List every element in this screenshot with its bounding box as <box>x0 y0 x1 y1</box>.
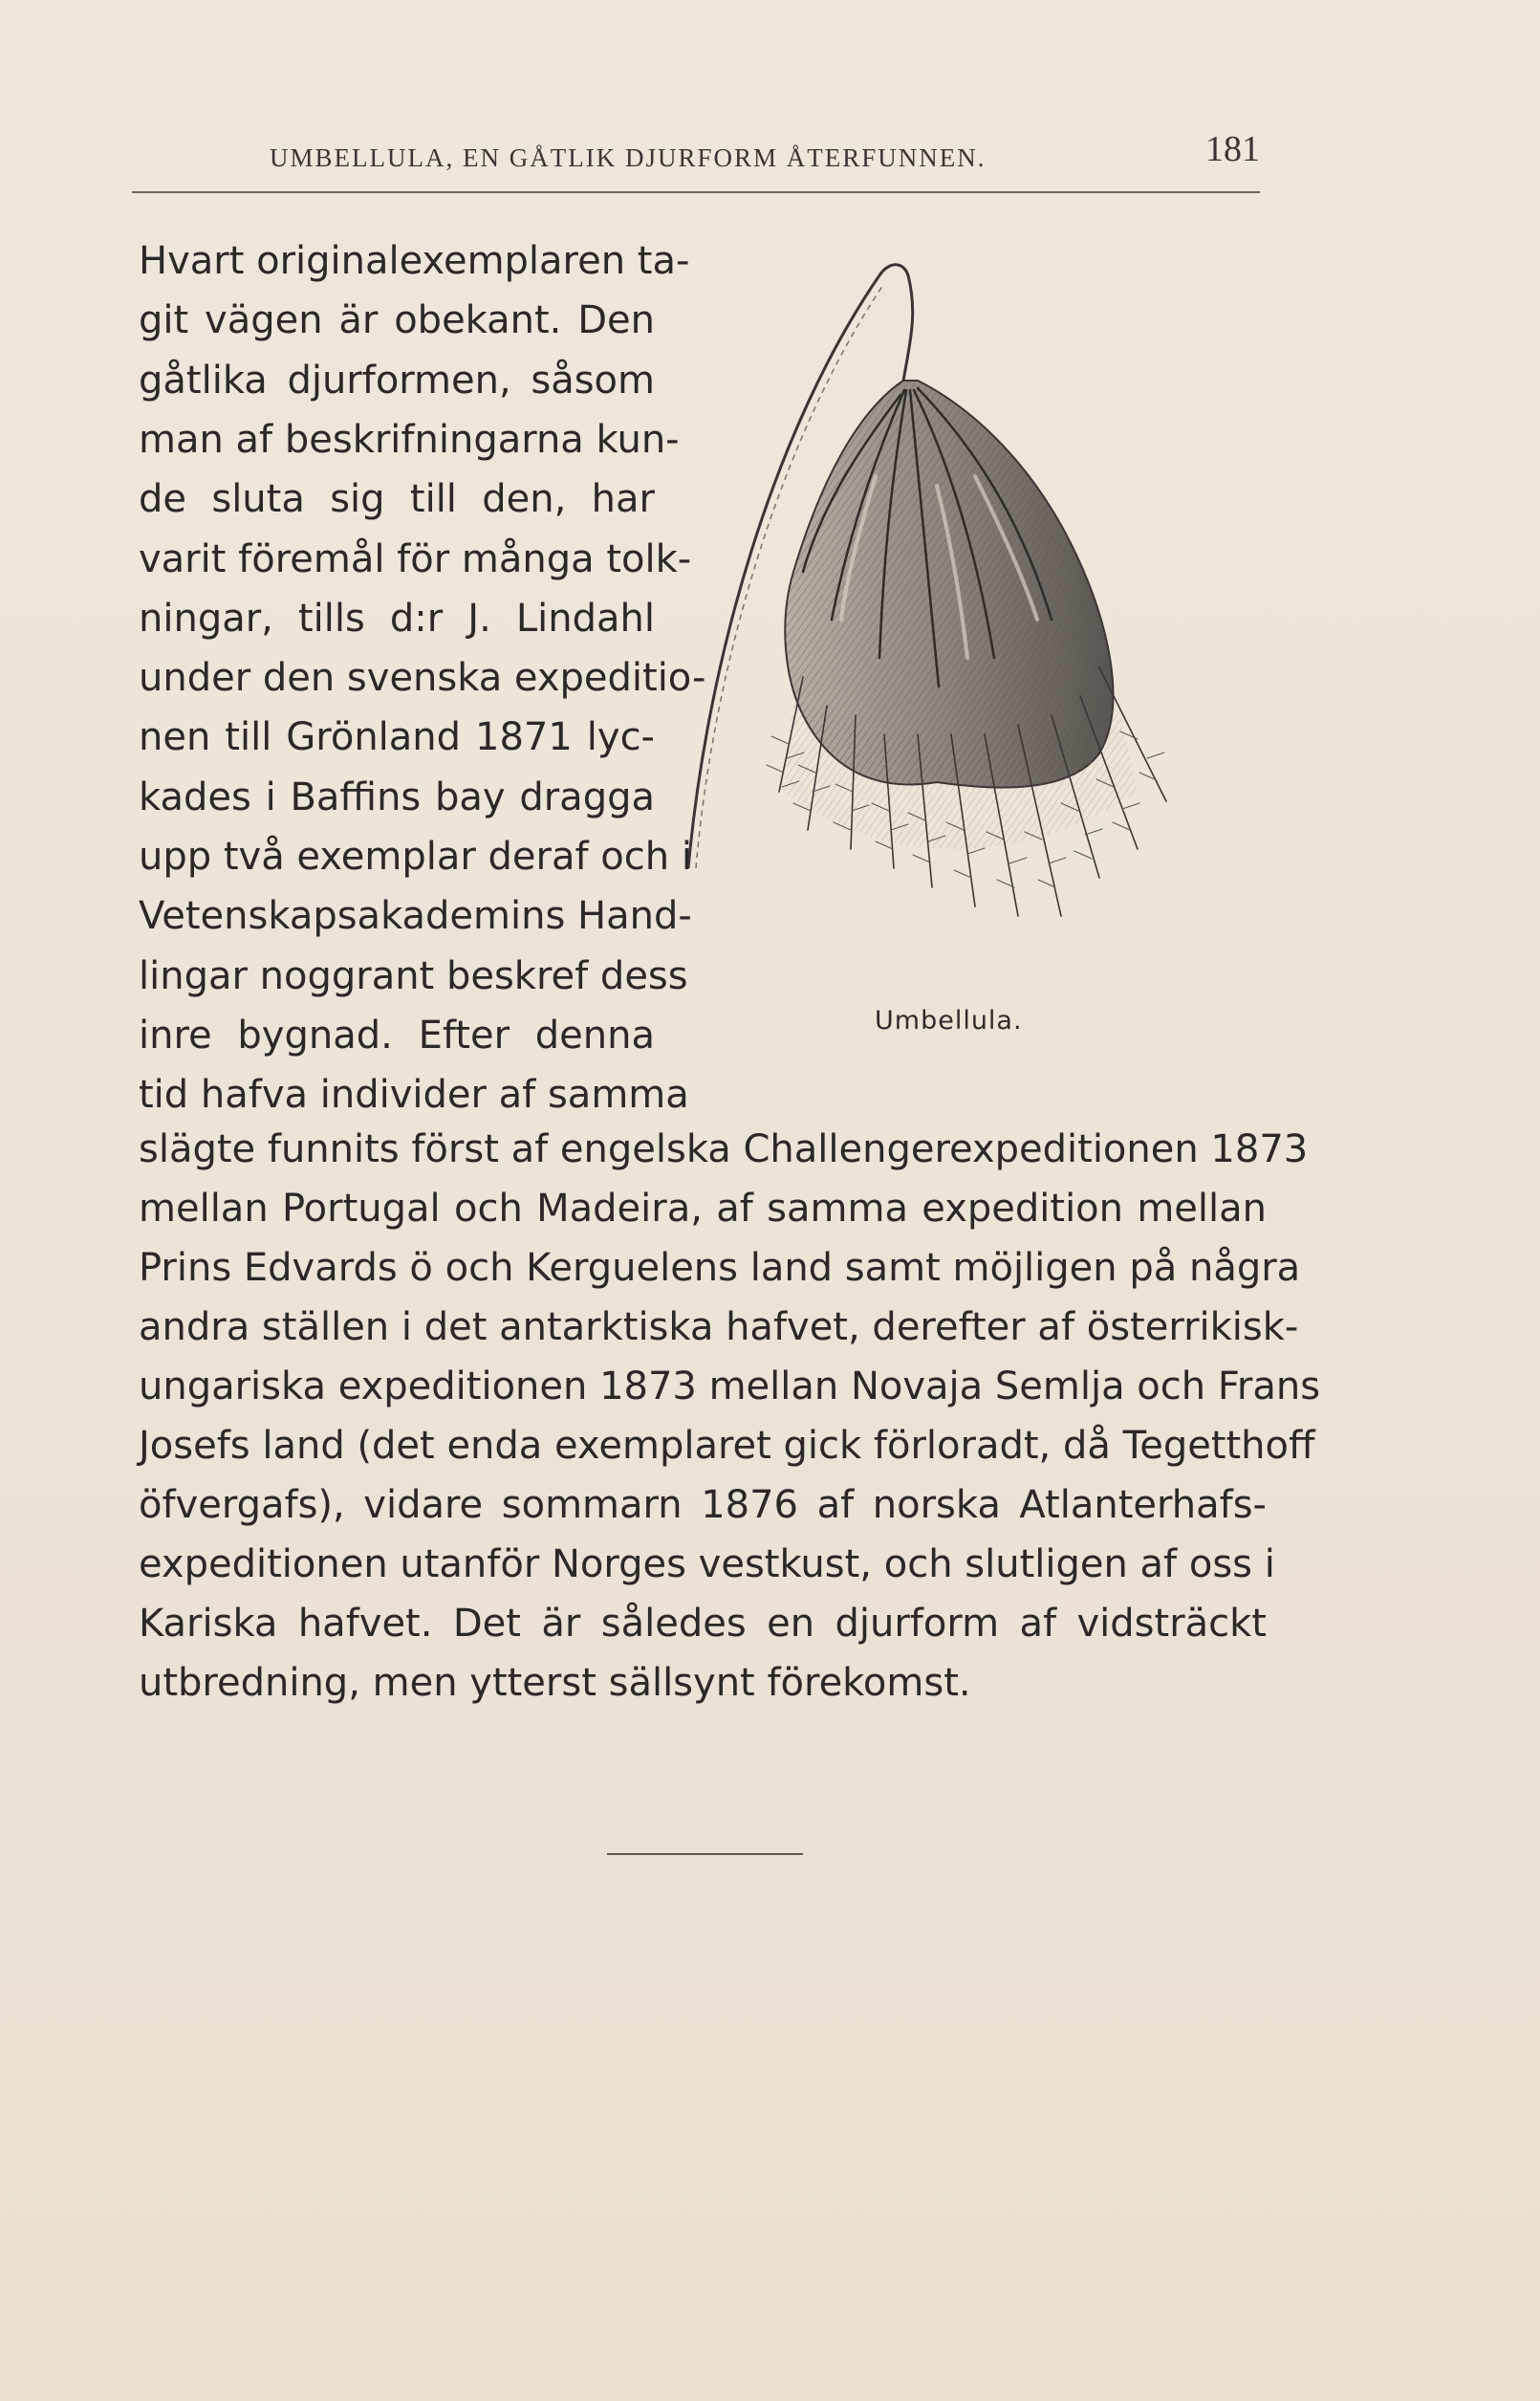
body-line: varit föremål för många tolk- <box>139 537 692 581</box>
page-number: 181 <box>1205 129 1260 169</box>
body-line: gåtlika djurformen, såsom <box>139 359 655 403</box>
umbellula-illustration <box>688 256 1243 1002</box>
body-line: ungariska expeditionen 1873 mellan Novaja Semlja och Frans <box>139 1364 1321 1408</box>
body-line: man af beskrifningarna kun- <box>139 418 680 462</box>
body-line: andra ställen i det antarktiska hafvet, derefter af österrikisk- <box>139 1305 1299 1349</box>
body-line: mellan Portugal och Madeira, af samma expedition mellan <box>139 1187 1267 1231</box>
body-line: nen till Grönland 1871 lyc- <box>139 715 655 759</box>
umbellula-engraving <box>688 256 1243 1002</box>
body-line: upp två exemplar deraf och i <box>139 835 692 879</box>
body-line: ningar, tills d:r J. Lindahl <box>139 597 655 641</box>
body-line: kades i Baffins bay dragga <box>139 775 655 819</box>
page-header <box>132 124 1260 191</box>
body-line: Hvart originalexemplaren ta- <box>139 239 690 283</box>
figure-caption: Umbellula. <box>875 1006 1023 1036</box>
body-line: de sluta sig till den, har <box>139 477 655 521</box>
body-line: git vägen är obekant. Den <box>139 298 655 342</box>
body-line: lingar noggrant beskref dess <box>139 954 688 998</box>
body-line: Josefs land (det enda exemplaret gick förloradt, då Tegetthoff <box>139 1424 1315 1468</box>
body-line: Prins Edvards ö och Kerguelens land samt möjligen på några <box>139 1246 1301 1290</box>
body-line: tid hafva individer af samma <box>139 1073 689 1117</box>
body-line: öfvergafs), vidare sommarn 1876 af norska Atlanterhafs- <box>139 1483 1267 1527</box>
section-end-rule <box>607 1853 803 1855</box>
running-title: UMBELLULA, EN GÅTLIK DJURFORM ÅTERFUNNEN. <box>270 143 987 172</box>
body-line: Vetenskapsakademins Hand- <box>139 894 692 938</box>
body-line: Kariska hafvet. Det är således en djurform af vidsträckt <box>139 1602 1267 1646</box>
header-rule <box>132 191 1260 193</box>
body-line: slägte funnits först af engelska Challengerexpeditionen 1873 <box>139 1127 1309 1171</box>
body-line: expeditionen utanför Norges vestkust, och slutligen af oss i <box>139 1542 1275 1586</box>
body-line: under den svenska expeditio- <box>139 656 706 700</box>
body-line: utbredning, men ytterst sällsynt förekomst. <box>139 1661 971 1705</box>
body-line: inre bygnad. Efter denna <box>139 1014 655 1058</box>
